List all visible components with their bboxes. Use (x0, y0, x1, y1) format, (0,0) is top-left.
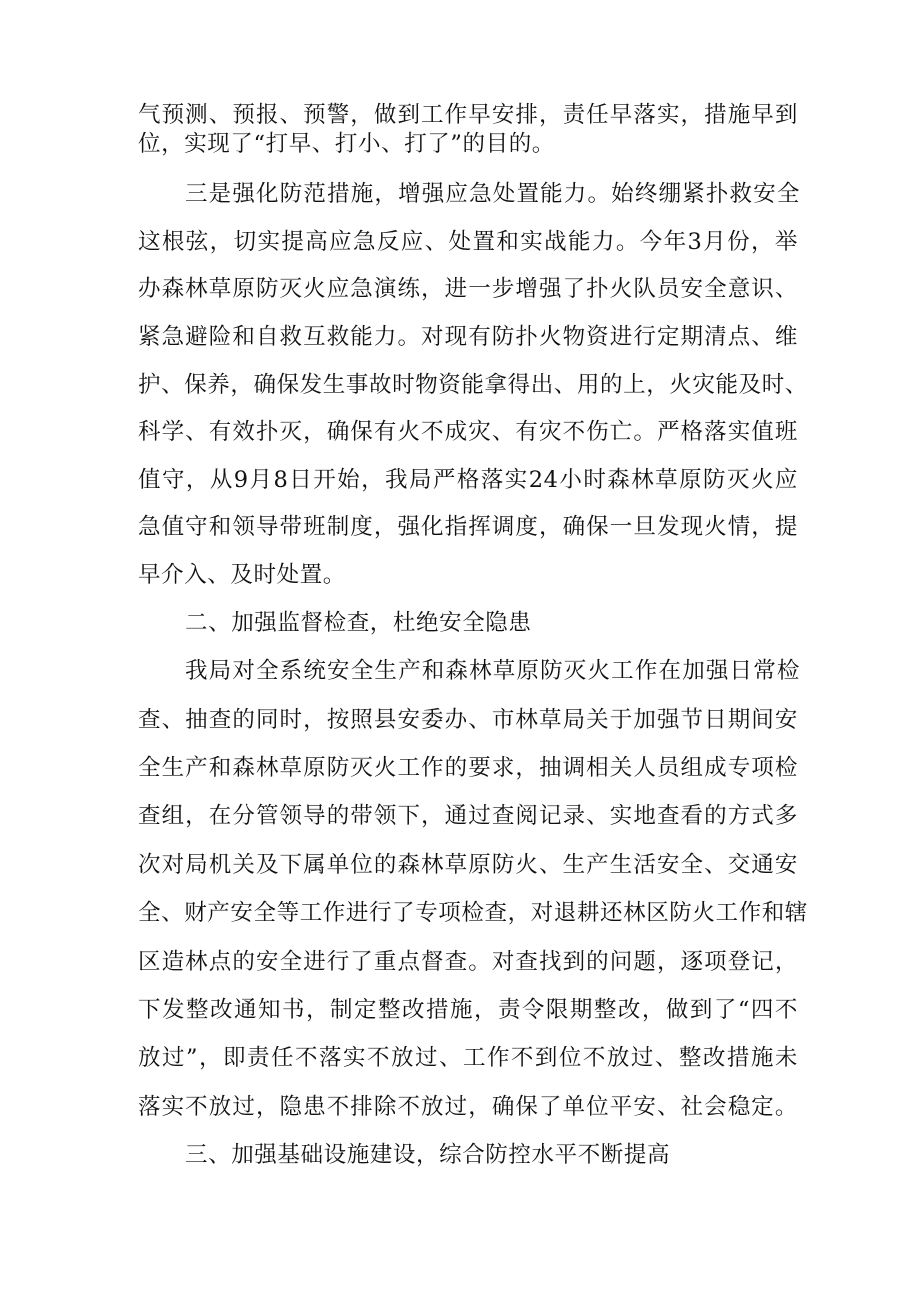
text-line-1: 气预测、预报、预警，做到工作早安排，责任早落实，措施早到 (138, 102, 798, 128)
text-line-10: 急值守和领导带班制度，强化指挥调度，确保一旦发现火情，提 (138, 514, 798, 540)
text-line-8: 科学、有效扑灭，确保有火不成灾、有灾不伤亡。严格落实值班 (138, 419, 798, 445)
text-line-11: 早介入、及时处置。 (138, 562, 346, 588)
section-heading-two: 二、加强监督检查，杜绝安全隐患 (185, 610, 532, 636)
text-line-9: 值守，从9月8日开始，我局严格落实24小时森林草原防灭火应 (138, 467, 798, 493)
text-line-18: 全、财产安全等工作进行了专项检查，对退耕还林区防火工作和辖 (138, 900, 808, 926)
text-line-17: 次对局机关及下属单位的森林草原防火、生产生活安全、交通安 (138, 852, 798, 878)
text-line-7: 护、保养，确保发生事故时物资能拿得出、用的上，火灾能及时、 (138, 372, 808, 398)
paragraph-three-line-1: 三是强化防范措施，增强应急处置能力。始终绷紧扑救安全 (185, 181, 800, 207)
text-line-20: 下发整改通知书，制定整改措施，责令限期整改，做到了“四不 (138, 997, 798, 1023)
text-line-22: 落实不放过，隐患不排除不放过，确保了单位平安、社会稳定。 (138, 1094, 798, 1120)
text-line-16: 查组，在分管领导的带领下，通过查阅记录、实地查看的方式多 (138, 803, 798, 829)
text-line-15: 全生产和森林草原防灭火工作的要求，抽调相关人员组成专项检 (138, 755, 798, 781)
text-line-6: 紧急避险和自救互救能力。对现有防扑火物资进行定期清点、维 (138, 324, 798, 350)
text-line-14: 查、抽查的同时，按照县安委办、市林草局关于加强节日期间安 (138, 707, 798, 733)
text-line-21: 放过”，即责任不落实不放过、工作不到位不放过、整改措施未 (138, 1045, 798, 1071)
text-line-19: 区造林点的安全进行了重点督查。对查找到的问题，逐项登记， (138, 949, 798, 975)
text-line-4: 这根弦，切实提高应急反应、处置和实战能力。今年3月份，举 (138, 229, 798, 255)
text-line-2: 位，实现了“打早、打小、打了”的目的。 (138, 131, 555, 157)
section-two-paragraph-line-1: 我局对全系统安全生产和森林草原防灭火工作在加强日常检 (185, 658, 800, 684)
section-heading-three: 三、加强基础设施建设，综合防控水平不断提高 (185, 1142, 671, 1168)
text-line-5: 办森林草原防灭火应急演练，进一步增强了扑火队员安全意识、 (138, 276, 798, 302)
